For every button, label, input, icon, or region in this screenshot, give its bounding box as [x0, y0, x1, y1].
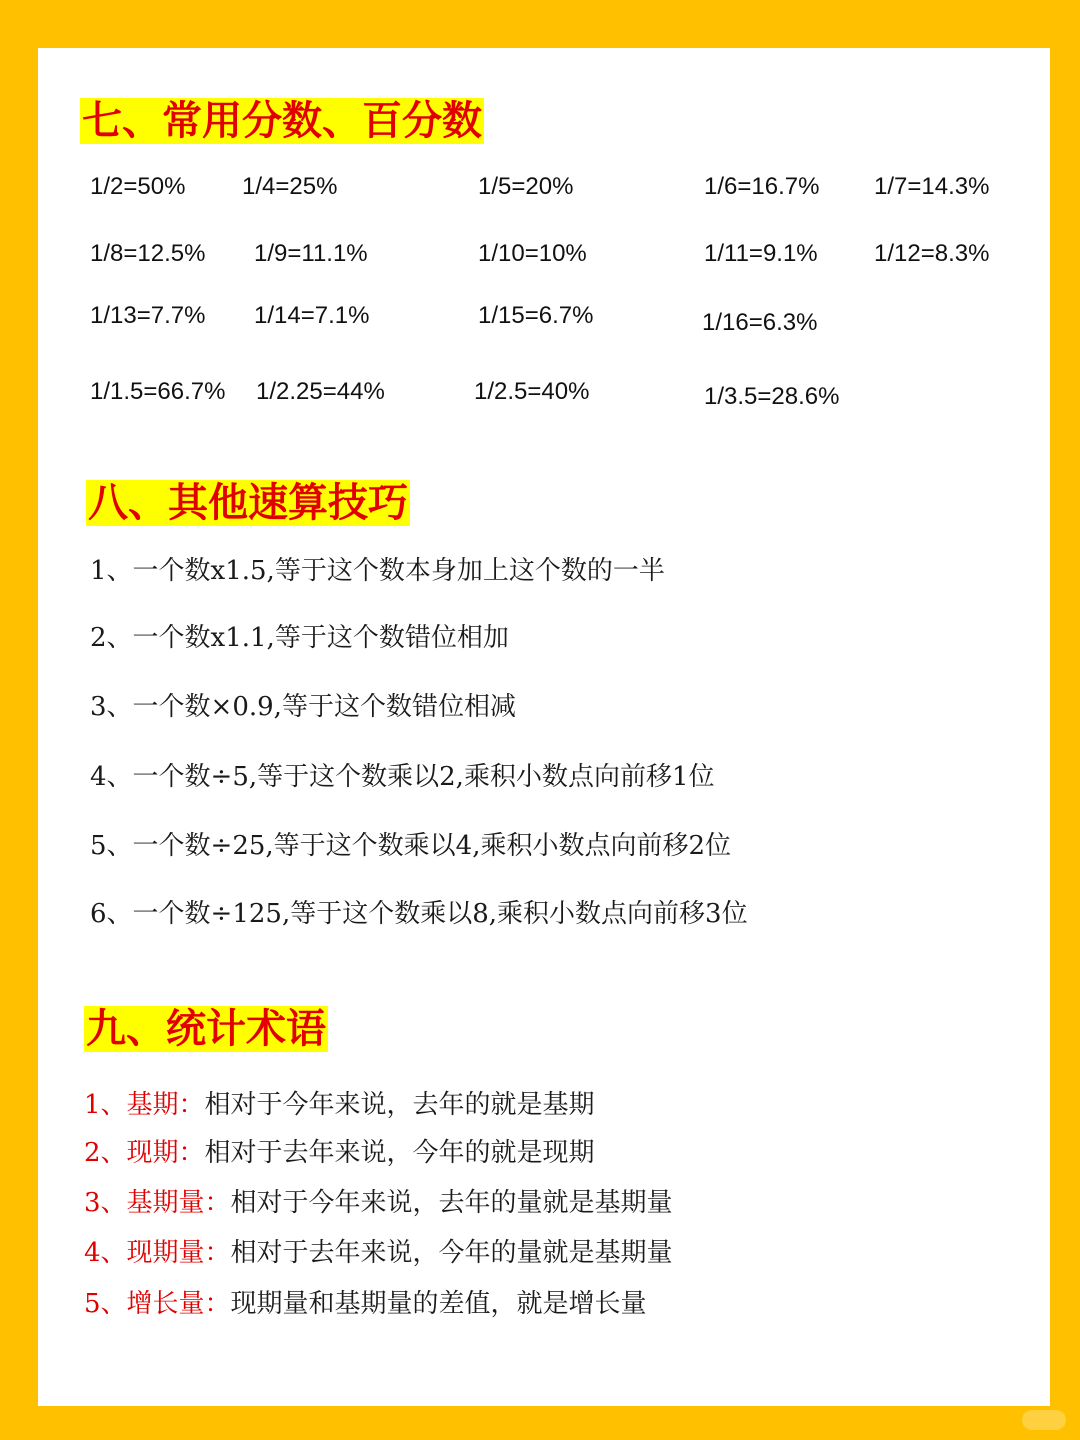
fraction-item: 1/8=12.5% — [90, 240, 206, 267]
tip-item: 1、一个数x1.5,等于这个数本身加上这个数的一半 — [90, 556, 665, 586]
tip-item: 2、一个数x1.1,等于这个数错位相加 — [90, 623, 509, 653]
term-item — [84, 1236, 673, 1270]
term-item — [84, 1088, 595, 1122]
fraction-item: 1/2.5=40% — [474, 378, 590, 405]
tip-item: 3、一个数×0.9,等于这个数错位相减 — [90, 692, 516, 722]
section-8-title: 八、其他速算技巧 — [88, 479, 408, 526]
term-description: 相对于去年来说，今年的就是现期 — [204, 1138, 595, 1168]
fraction-item: 1/1.5=66.7% — [90, 378, 226, 405]
content-card — [38, 48, 1050, 1406]
term-description: 相对于今年来说，去年的就是基期 — [204, 1090, 595, 1120]
fraction-item: 1/12=8.3% — [874, 240, 990, 267]
term-label: 1、基期： — [84, 1090, 205, 1120]
fraction-item: 1/11=9.1% — [704, 240, 818, 267]
fraction-item: 1/13=7.7% — [90, 302, 206, 329]
section-9-title: 九、统计术语 — [86, 1005, 326, 1052]
fraction-item: 1/16=6.3% — [702, 309, 818, 336]
term-label: 4、现期量： — [84, 1238, 231, 1268]
fraction-item: 1/14=7.1% — [254, 302, 370, 329]
fraction-item: 1/4=25% — [242, 173, 338, 200]
term-item — [84, 1287, 647, 1321]
tip-item: 4、一个数÷5,等于这个数乘以2,乘积小数点向前移1位 — [90, 762, 715, 792]
fraction-item: 1/2.25=44% — [256, 378, 385, 405]
term-item — [84, 1186, 673, 1220]
fraction-item: 1/7=14.3% — [874, 173, 990, 200]
fraction-item: 1/3.5=28.6% — [704, 383, 840, 410]
term-label: 3、基期量： — [84, 1188, 231, 1218]
fraction-item: 1/15=6.7% — [478, 302, 594, 329]
term-description: 相对于今年来说，去年的量就是基期量 — [230, 1188, 673, 1218]
tip-item: 5、一个数÷25,等于这个数乘以4,乘积小数点向前移2位 — [90, 831, 732, 861]
term-description: 现期量和基期量的差值，就是增长量 — [230, 1289, 647, 1319]
tip-item: 6、一个数÷125,等于这个数乘以8,乘积小数点向前移3位 — [90, 899, 748, 929]
term-description: 相对于去年来说，今年的量就是基期量 — [230, 1238, 673, 1268]
fraction-item: 1/6=16.7% — [704, 173, 820, 200]
term-label: 2、现期： — [84, 1138, 205, 1168]
fraction-item: 1/5=20% — [478, 173, 574, 200]
fraction-item: 1/9=11.1% — [254, 240, 368, 267]
fraction-item: 1/10=10% — [478, 240, 587, 267]
watermark-badge — [1022, 1410, 1066, 1430]
term-item — [84, 1136, 595, 1170]
section-7-title: 七、常用分数、百分数 — [82, 97, 482, 144]
term-label: 5、增长量： — [84, 1289, 231, 1319]
fraction-item: 1/2=50% — [90, 173, 186, 200]
